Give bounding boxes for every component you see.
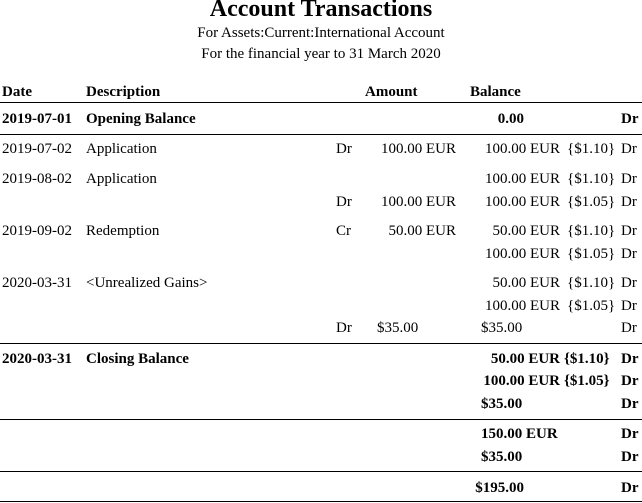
closing-balance-cost: {$1.05}: [564, 373, 610, 389]
txn-amount: $35.00: [377, 320, 419, 336]
txn-balance-amount: 100.00 EUR: [485, 141, 560, 157]
subtotal-drcr: Dr: [621, 426, 639, 442]
closing-date: 2020-03-31: [2, 351, 72, 367]
header-rule: [0, 102, 642, 103]
txn-balance-amount: $35.00: [481, 320, 523, 336]
txn-balance-drcr: Dr: [621, 246, 637, 262]
txn-description: Redemption: [86, 223, 160, 239]
txn-amount: 100.00 EUR: [381, 194, 456, 210]
txn-balance-amount: 100.00 EUR: [485, 171, 560, 187]
subtotal-rule: [0, 419, 642, 420]
txn-balance-cost: {$1.05}: [567, 246, 616, 262]
txn-balance-cost: {$1.10}: [567, 141, 616, 157]
subtotal-amount: $35.00: [481, 449, 523, 465]
txn-description: Application: [86, 141, 157, 157]
column-header-date: Date: [2, 84, 32, 100]
txn-drcr: Dr: [336, 194, 352, 210]
txn-balance-amount: 100.00 EUR: [485, 194, 560, 210]
txn-drcr: Dr: [336, 141, 352, 157]
opening-balance-amount: 0.00: [497, 111, 524, 127]
grand-total-amount: $195.00: [475, 480, 524, 496]
report-subtitle-account: For Assets:Current:International Account: [197, 25, 445, 41]
txn-balance-cost: {$1.10}: [567, 275, 616, 291]
txn-amount: 50.00 EUR: [388, 223, 456, 239]
column-header-amount: Amount: [365, 84, 418, 100]
report-title: Account Transactions: [209, 0, 433, 22]
txn-drcr: Cr: [336, 223, 351, 239]
txn-balance-amount: 100.00 EUR: [485, 298, 560, 314]
txn-balance-drcr: Dr: [621, 194, 637, 210]
column-header-description: Description: [86, 84, 161, 100]
txn-balance-cost: {$1.05}: [567, 298, 616, 314]
closing-balance-amount: 100.00 EUR: [483, 373, 560, 389]
txn-date: 2019-09-02: [2, 223, 72, 239]
txn-date: 2019-08-02: [2, 171, 72, 187]
closing-balance-drcr: Dr: [621, 351, 639, 367]
txn-balance-drcr: Dr: [621, 275, 637, 291]
grand-total-drcr: Dr: [621, 480, 639, 496]
txn-balance-drcr: Dr: [621, 223, 637, 239]
subtotal-amount: 150.00 EUR: [481, 426, 558, 442]
txn-balance-drcr: Dr: [621, 141, 637, 157]
closing-rule: [0, 343, 642, 344]
txn-balance-amount: 100.00 EUR: [485, 246, 560, 262]
closing-balance-amount: $35.00: [481, 396, 523, 412]
txn-balance-drcr: Dr: [621, 171, 637, 187]
report-subtitle-period: For the financial year to 31 March 2020: [201, 46, 441, 62]
opening-date: 2019-07-01: [2, 111, 72, 127]
opening-description: Opening Balance: [86, 111, 196, 127]
txn-description: <Unrealized Gains>: [86, 275, 208, 291]
txn-amount: 100.00 EUR: [381, 141, 456, 157]
opening-rule: [0, 134, 642, 135]
txn-balance-amount: 50.00 EUR: [492, 223, 560, 239]
txn-balance-drcr: Dr: [621, 298, 637, 314]
txn-balance-cost: {$1.10}: [567, 223, 616, 239]
closing-balance-drcr: Dr: [621, 396, 639, 412]
txn-balance-drcr: Dr: [621, 320, 637, 336]
opening-balance-drcr: Dr: [621, 111, 639, 127]
txn-date: 2020-03-31: [2, 275, 72, 291]
closing-balance-amount: 50.00 EUR: [490, 351, 560, 367]
txn-balance-cost: {$1.05}: [567, 194, 616, 210]
txn-description: Application: [86, 171, 157, 187]
txn-balance-cost: {$1.10}: [567, 171, 616, 187]
txn-drcr: Dr: [336, 320, 352, 336]
closing-description: Closing Balance: [86, 351, 189, 367]
closing-balance-drcr: Dr: [621, 373, 639, 389]
bottom-rule: [0, 501, 642, 502]
closing-balance-cost: {$1.10}: [564, 351, 610, 367]
txn-balance-amount: 50.00 EUR: [492, 275, 560, 291]
txn-date: 2019-07-02: [2, 141, 72, 157]
column-header-balance: Balance: [470, 84, 521, 100]
total-rule: [0, 471, 642, 472]
subtotal-drcr: Dr: [621, 449, 639, 465]
